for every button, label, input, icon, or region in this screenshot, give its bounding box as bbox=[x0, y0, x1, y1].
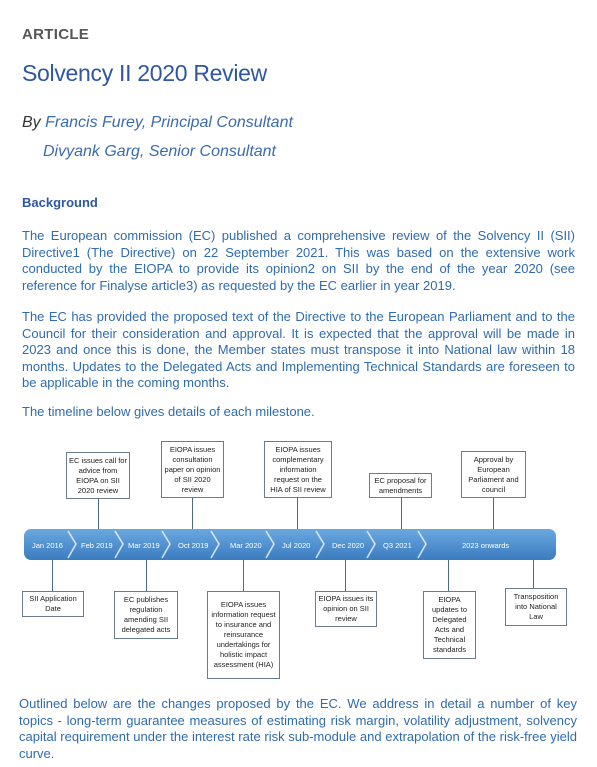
milestone-connector bbox=[52, 560, 53, 591]
milestone-box-top: Approval by European Parliament and council bbox=[461, 451, 526, 498]
timeline-label: Mar 2020 bbox=[230, 541, 262, 550]
author-2: Divyank Garg, Senior Consultant bbox=[43, 143, 276, 160]
milestone-box-bottom: EIOPA issues its opinion on SII review bbox=[315, 591, 377, 627]
milestone-connector bbox=[297, 498, 298, 529]
milestone-connector bbox=[243, 560, 244, 591]
milestone-connector bbox=[98, 499, 99, 529]
article-title: Solvency II 2020 Review bbox=[22, 60, 267, 86]
timeline-label: Oct 2019 bbox=[178, 541, 209, 550]
milestone-connector bbox=[448, 560, 449, 591]
timeline-label: Q3 2021 bbox=[383, 541, 412, 550]
timeline-label: Jul 2020 bbox=[282, 541, 311, 550]
milestone-box-top: EIOPA issues complementary information request on the HIA of SII review bbox=[264, 441, 332, 498]
timeline-label: Jan 2016 bbox=[32, 541, 63, 550]
timeline-label: 2023 onwards bbox=[462, 541, 510, 550]
milestone-box-bottom: Transposition into National Law bbox=[505, 588, 567, 626]
section-heading-background: Background bbox=[22, 195, 98, 210]
timeline-label: Dec 2020 bbox=[332, 541, 365, 550]
milestone-box-top: EIOPA issues consultation paper on opinion of SII 2020 review bbox=[161, 441, 224, 498]
milestone-connector bbox=[493, 498, 494, 529]
byline-by: By bbox=[22, 114, 41, 131]
milestone-box-bottom: EIOPA issues information request to insurance and reinsurance undertakings for holistic impact assessment (HIA) bbox=[207, 591, 280, 679]
article-kicker: ARTICLE bbox=[22, 26, 90, 43]
milestone-connector bbox=[345, 560, 346, 591]
milestone-connector bbox=[146, 560, 147, 591]
milestone-box-top: EC proposal for amendments bbox=[369, 473, 432, 498]
author-1: Francis Furey, Principal Consultant bbox=[45, 114, 293, 131]
milestone-connector bbox=[401, 498, 402, 529]
paragraph-1: The European commission (EC) published a comprehensive review of the Solvency II (SII) Directive1 (The Directive) on 22 September 2021. This was based on the extensive work conducted by the EIOPA to provide its opinion2 on SII by the end of the year 2020 (see reference for Finalyse article3) as requested by the EC earlier in year 2019. bbox=[22, 228, 575, 293]
paragraph-2: The EC has provided the proposed text of the Directive to the European Parliament and to the Council for their consideration and approval. It is expected that the approval will be made in 2023 and once this is done, the Member states must transpose it into National law within 18 months. Updates to the Delegated Acts and Implementing Technical Standards are foreseen to be applicable in the coming months. bbox=[22, 309, 575, 390]
timeline-label: Feb 2019 bbox=[81, 541, 113, 550]
milestone-box-bottom: EIOPA updates to Delegated Acts and Technical standards bbox=[423, 591, 476, 659]
milestone-box-top: EC issues call for advice from EIOPA on SII 2020 review bbox=[66, 452, 130, 499]
paragraph-3: The timeline below gives details of each milestone. bbox=[22, 404, 315, 419]
milestone-box-bottom: EC publishes regulation amending SII delegated acts bbox=[114, 591, 178, 639]
timeline-label: Mar 2019 bbox=[128, 541, 160, 550]
paragraph-outlined: Outlined below are the changes proposed by the EC. We address in detail a number of key topics - long-term guarantee measures of estimating risk margin, volatility adjustment, solvency capital requirement under the interest rate risk sub-module and extrapolation of the risk-free yield curve. bbox=[19, 696, 577, 761]
milestone-connector bbox=[192, 498, 193, 529]
milestone-box-bottom: SII Application Date bbox=[22, 591, 84, 617]
milestone-connector bbox=[533, 560, 534, 588]
